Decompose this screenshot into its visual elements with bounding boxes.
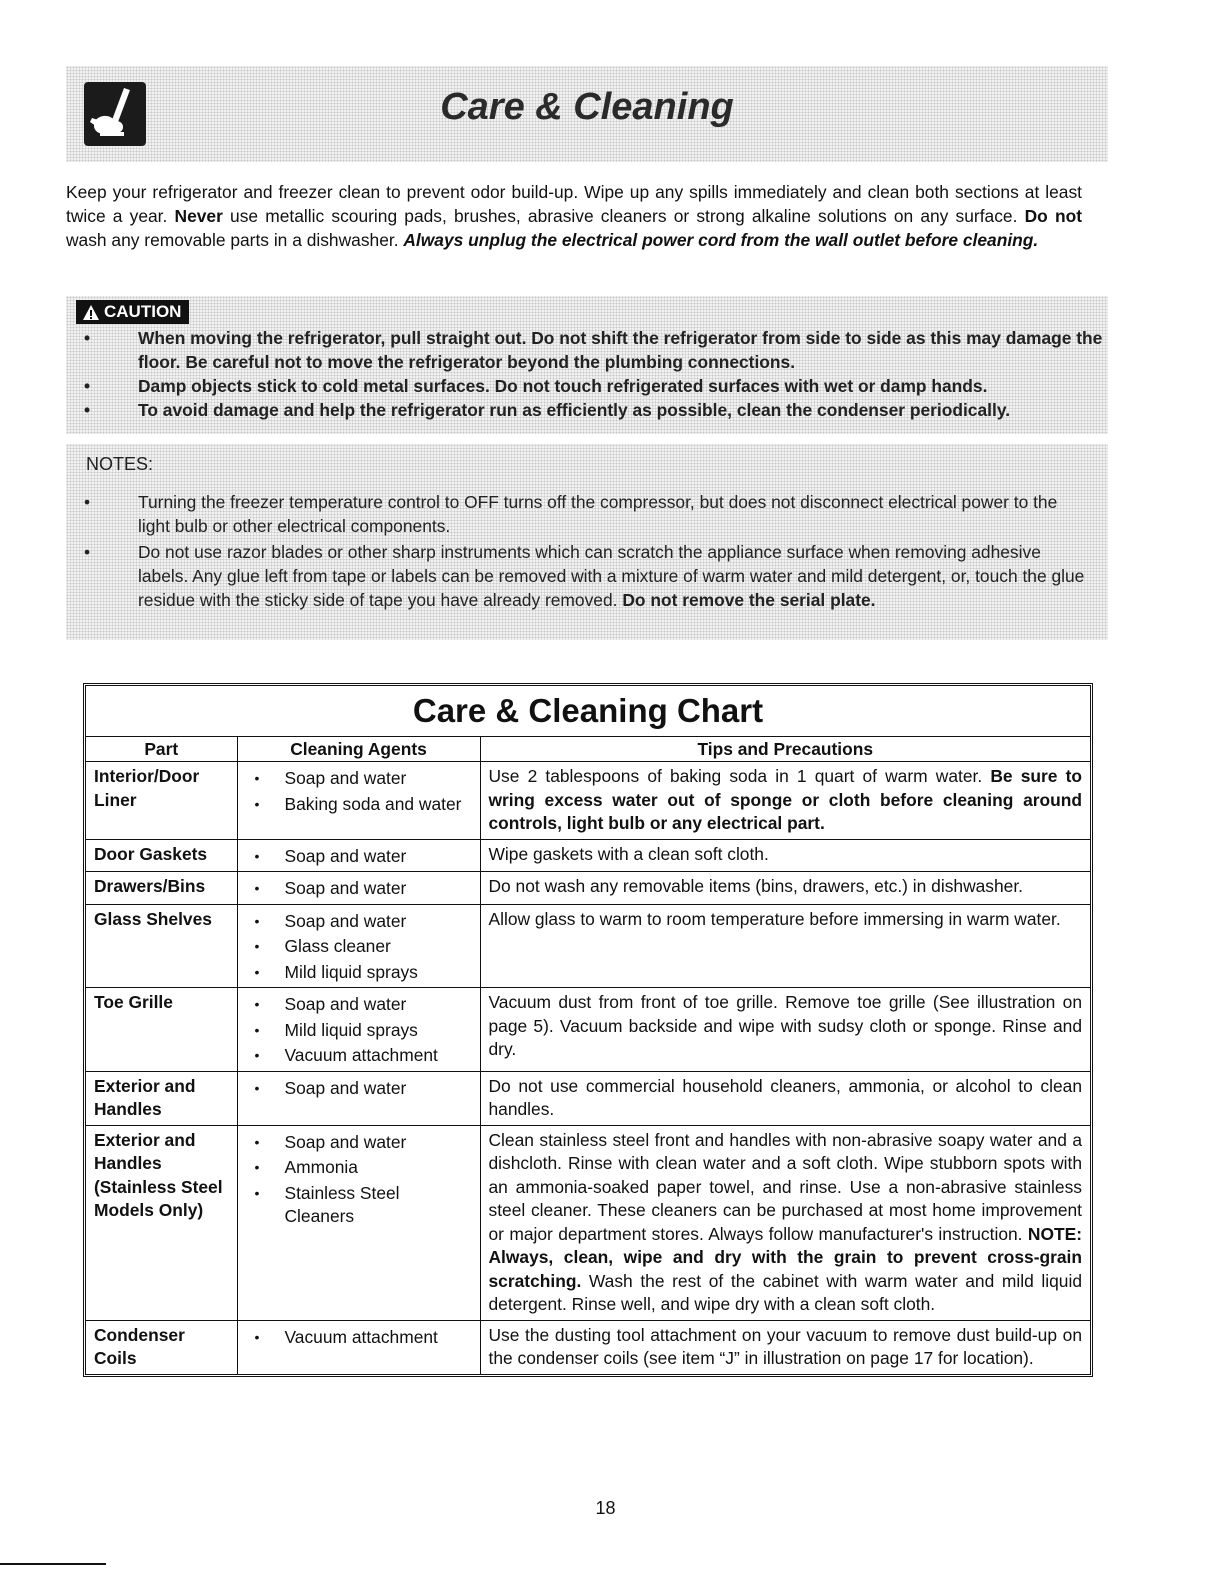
- column-header-agents: Cleaning Agents: [237, 737, 480, 762]
- part-cell: Door Gaskets: [86, 839, 237, 872]
- agent-item: • Ammonia: [246, 1156, 472, 1180]
- bullet-icon: •: [84, 376, 91, 396]
- page-title: Care & Cleaning: [440, 86, 734, 128]
- agent-item: • Baking soda and water: [246, 793, 472, 817]
- table-row: [86, 988, 1090, 1072]
- column-header-part: Part: [86, 737, 237, 762]
- agents-list: [246, 1077, 472, 1101]
- tips-cell: [480, 904, 1090, 988]
- cleaning-table: [86, 737, 1090, 1374]
- caution-box: [66, 296, 1108, 434]
- note-item: • Do not use razor blades or other sharp instruments which can scratch the appliance surface when removing adhesive labels. Any glue left from tape or labels can be removed with a mixture of warm water and mild detergent, or, touch the glue residue with the sticky side of tape you have already removed. Do not remove the serial plate.: [84, 542, 1085, 610]
- tips-cell: [480, 839, 1090, 872]
- bullet-icon: •: [84, 542, 91, 562]
- agent-item: • Soap and water: [246, 845, 472, 869]
- tips-text: Use the dusting tool attachment on your vacuum to remove dust build-up on the condenser coils (see item “J” in illustration on page 17 for location).: [488, 1324, 1082, 1368]
- agents-cell: [237, 839, 480, 872]
- agents-cell: [237, 904, 480, 988]
- table-row: [86, 762, 1090, 840]
- intro-text-3: wash any removable parts in a dishwasher.: [66, 230, 404, 250]
- agents-cell: [237, 1320, 480, 1374]
- agent-item: • Mild liquid sprays: [246, 961, 472, 985]
- intro-text-2: use metallic scouring pads, brushes, abrasive cleaners or strong alkaline solutions on any surface.: [222, 206, 1025, 226]
- agents-list: [246, 1326, 472, 1350]
- bullet-icon: •: [84, 400, 91, 420]
- table-row: [86, 904, 1090, 988]
- table-header-row: [86, 737, 1090, 762]
- tips-cell: [480, 1125, 1090, 1320]
- table-row: [86, 1125, 1090, 1320]
- agent-item: • Soap and water: [246, 910, 472, 934]
- agent-item: • Soap and water: [246, 1131, 472, 1155]
- agent-item: • Vacuum attachment: [246, 1044, 472, 1068]
- cleaning-chart: [83, 683, 1093, 1377]
- section-header: [66, 66, 1108, 162]
- intro-text-1: Keep your refrigerator and freezer clean to prevent odor build-up. Wipe up any spills immediately and clean both sections at least twice a year.: [66, 182, 1082, 226]
- caution-label: CAUTION: [104, 302, 182, 321]
- tips-text-after: Wash the rest of the cabinet with warm water and mild liquid detergent. Rinse well, and wipe dry with a clean soft cloth.: [488, 1270, 1082, 1314]
- agents-list: [246, 1131, 472, 1229]
- column-header-tips: Tips and Precautions: [480, 737, 1090, 762]
- agents-cell: [237, 1071, 480, 1125]
- tips-cell: [480, 1071, 1090, 1125]
- agents-list: [246, 767, 472, 816]
- tips-text: Do not use commercial household cleaners, ammonia, or alcohol to clean handles.: [488, 1075, 1082, 1119]
- page-number: 18: [595, 1498, 616, 1518]
- agent-item: • Soap and water: [246, 1077, 472, 1101]
- part-cell: Condenser Coils: [86, 1320, 237, 1374]
- footer-divider: [0, 1563, 106, 1565]
- caution-item: • Damp objects stick to cold metal surfaces. Do not touch refrigerated surfaces with wet or damp hands.: [84, 376, 988, 396]
- agent-item: • Soap and water: [246, 767, 472, 791]
- notes-title: NOTES:: [86, 454, 154, 474]
- tips-text: Clean stainless steel front and handles with non-abrasive soapy water and a dishcloth. Rinse with clean water and a soft cloth. Wipe stubborn spots with an ammonia-soaked paper towel, and rinse. Use a non-abrasive stainless steel cleaner. These cleaners can be purchased at most home improvement or major department stores. Always follow manufacturer's instruction.: [488, 1129, 1082, 1244]
- tips-text: Use 2 tablespoons of baking soda in 1 quart of warm water.: [488, 766, 991, 786]
- part-cell: Exterior and Handles: [86, 1071, 237, 1125]
- notes-box: [66, 444, 1108, 640]
- bullet-icon: •: [84, 328, 91, 348]
- caution-item: • When moving the refrigerator, pull straight out. Do not shift the refrigerator from side to side as this may damage the floor. Be careful not to move the refrigerator beyond the plumbing connections.: [84, 328, 1103, 372]
- part-cell: Drawers/Bins: [86, 872, 237, 905]
- intro-warning: Always unplug the electrical power cord from the wall outlet before cleaning.: [403, 230, 1039, 250]
- agent-item: • Soap and water: [246, 877, 472, 901]
- part-cell: Exterior and Handles (Stainless Steel Models Only): [86, 1125, 237, 1320]
- agents-cell: [237, 988, 480, 1072]
- agents-list: [246, 845, 472, 869]
- tips-text: Wipe gaskets with a clean soft cloth.: [488, 843, 769, 864]
- bullet-icon: •: [84, 492, 91, 512]
- tips-cell: [480, 988, 1090, 1072]
- table-body: [86, 762, 1090, 1374]
- notes-list: [66, 490, 1086, 614]
- agents-cell: [237, 1125, 480, 1320]
- agents-list: [246, 910, 472, 985]
- tips-cell: [480, 762, 1090, 840]
- tips-text: Allow glass to warm to room temperature before immersing in warm water.: [488, 908, 1061, 929]
- agents-cell: [237, 762, 480, 840]
- part-cell: Interior/Door Liner: [86, 762, 237, 840]
- intro-never: Never: [174, 206, 223, 226]
- caution-item: • To avoid damage and help the refrigerator run as efficiently as possible, clean the condenser periodically.: [84, 400, 1011, 420]
- chart-title: Care & Cleaning Chart: [86, 686, 1090, 737]
- agent-item: • Vacuum attachment: [246, 1326, 472, 1350]
- tips-bold-text: NOTE: Always, clean, wipe and dry with the grain to prevent cross-grain scratching.: [488, 1223, 1082, 1291]
- agent-item: • Mild liquid sprays: [246, 1019, 472, 1043]
- part-cell: Glass Shelves: [86, 904, 237, 988]
- agent-item: • Stainless Steel Cleaners: [246, 1182, 472, 1229]
- tips-text: Vacuum dust from front of toe grille. Remove toe grille (See illustration on page 5). Vacuum backside and wipe with sudsy cloth or sponge. Rinse and dry.: [488, 992, 1082, 1059]
- tips-text: Do not wash any removable items (bins, drawers, etc.) in dishwasher.: [488, 876, 1024, 896]
- part-cell: Toe Grille: [86, 988, 237, 1072]
- agents-list: [246, 877, 472, 901]
- table-row: [86, 872, 1090, 905]
- agent-item: • Glass cleaner: [246, 935, 472, 959]
- tips-bold-text: Be sure to wring excess water out of sponge or cloth before cleaning around controls, light bulb or any electrical part.: [488, 766, 1082, 833]
- agents-cell: [237, 872, 480, 905]
- table-row: [86, 839, 1090, 872]
- caution-badge: [76, 300, 189, 324]
- intro-donot: Do not: [1024, 206, 1082, 226]
- agent-item: • Soap and water: [246, 993, 472, 1017]
- warning-triangle-icon: [82, 304, 100, 321]
- table-row: [86, 1071, 1090, 1125]
- note-item: • Turning the freezer temperature control to OFF turns off the compressor, but does not disconnect electrical power to the light bulb or other electrical components.: [84, 492, 1058, 536]
- tips-cell: [480, 1320, 1090, 1374]
- table-row: [86, 1320, 1090, 1374]
- tips-cell: [480, 872, 1090, 905]
- caution-list: [66, 326, 1106, 422]
- agents-list: [246, 993, 472, 1068]
- intro-paragraph: [66, 180, 1082, 252]
